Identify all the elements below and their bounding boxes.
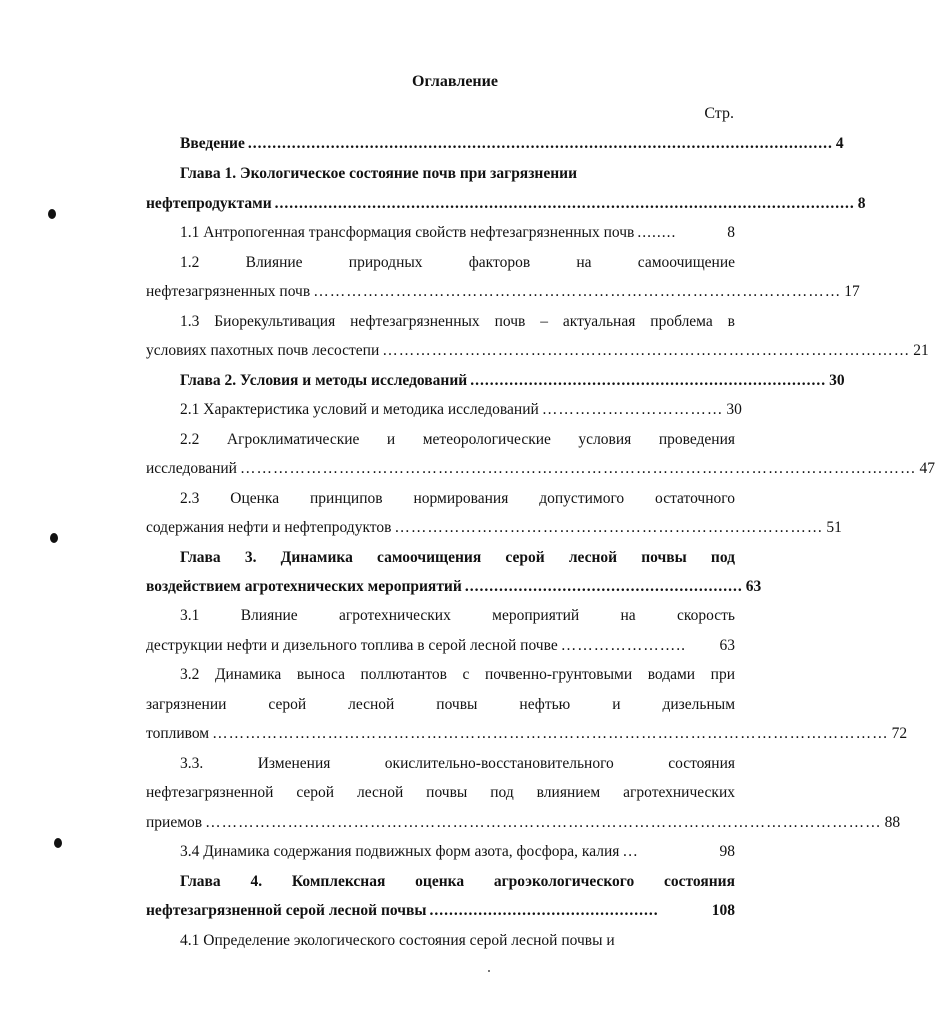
toc-entry-3-2-line1 xyxy=(146,666,735,684)
entry-text: нефтезагрязненных почв xyxy=(146,283,311,300)
entry-page: 51 xyxy=(826,519,842,536)
leader-dots: …………………………………………………………………………………………………………… xyxy=(212,725,889,742)
entry-page: 8 xyxy=(727,224,735,241)
entry-text: воздействием агротехнических мероприятий xyxy=(146,578,462,595)
leader-dots: ......................................................... xyxy=(464,578,743,595)
entry-page: 98 xyxy=(719,843,735,860)
entry-text: содержания нефти и нефтепродуктов xyxy=(146,519,392,536)
leader-dots: …………………………………………………………………………………… xyxy=(313,283,842,300)
toc-entry-1-3-line2 xyxy=(146,342,929,360)
leader-dots: ………………….. xyxy=(560,637,686,654)
toc-entry-chapter-3-line2 xyxy=(146,578,762,596)
entry-text: 1.3 Биорекультивация нефтезагрязненных почв – актуальная проблема в xyxy=(180,313,735,330)
leader-dots: …………………………………………………………………………………… xyxy=(382,342,911,359)
entry-page: 21 xyxy=(913,342,929,359)
toc-entry-1-2-line2 xyxy=(146,283,860,301)
toc-entry-1-1 xyxy=(146,224,735,242)
leader-dots: …………………………………………………………………………………………………………… xyxy=(205,814,882,831)
toc-entry-3-1-line2 xyxy=(146,637,735,655)
toc-entry-3-1-line1 xyxy=(146,607,735,625)
entry-page: 72 xyxy=(891,725,908,742)
entry-page: 4 xyxy=(835,135,844,152)
entry-text: приемов xyxy=(146,814,203,831)
toc-entry-chapter-1-line2 xyxy=(146,195,866,213)
entry-text: 1.2 Влияние природных факторов на самоочищение xyxy=(180,254,735,271)
toc-entry-2-1 xyxy=(146,401,742,419)
entry-text: нефтезагрязненной серой лесной почвы под влиянием агротехнических xyxy=(146,784,735,801)
entry-text: 2.1 Характеристика условий и методика исследований xyxy=(180,401,539,418)
entry-text: 4.1 Определение экологического состояния серой лесной почвы и xyxy=(180,932,615,949)
entry-text: исследований xyxy=(146,460,237,477)
entry-page: 47 xyxy=(919,460,935,477)
leader-dots: ........ xyxy=(637,224,677,241)
leader-dots: ............................................... xyxy=(429,902,659,919)
entry-text: 3.1 Влияние агротехнических мероприятий на скорость xyxy=(180,607,735,624)
entry-text: условиях пахотных почв лесостепи xyxy=(146,342,380,359)
toc-entry-chapter-3-line1 xyxy=(146,549,735,567)
entry-page: 63 xyxy=(719,637,735,654)
toc-entry-introduction xyxy=(146,135,844,153)
toc-entry-chapter-4-line1 xyxy=(146,873,735,891)
entry-text: 3.4 Динамика содержания подвижных форм азота, фосфора, калия xyxy=(180,843,620,860)
leader-dots: … xyxy=(622,843,639,860)
entry-text: Введение xyxy=(180,135,245,152)
entry-text: 2.2 Агроклиматические и метеорологические условия проведения xyxy=(180,431,735,448)
entry-page: 108 xyxy=(711,902,735,919)
punch-hole-mark xyxy=(50,533,58,543)
punch-hole-mark xyxy=(54,838,62,848)
scan-speck xyxy=(488,970,490,972)
entry-text: Глава 4. Комплексная оценка агроэкологического состояния xyxy=(180,873,735,890)
toc-entry-3-3-line2 xyxy=(146,784,735,802)
toc-entry-chapter-1-line1 xyxy=(146,165,735,183)
leader-dots: ......................................................................... xyxy=(470,372,827,389)
entry-page: 30 xyxy=(829,372,845,389)
punch-hole-mark xyxy=(48,209,56,219)
toc-title: Оглавление xyxy=(412,73,498,90)
leader-dots: ........................................................................................................................ xyxy=(247,135,833,152)
toc-entry-2-3-line2 xyxy=(146,519,842,537)
toc-entry-3-3-line1 xyxy=(146,755,735,773)
entry-text: нефтепродуктами xyxy=(146,195,272,212)
entry-page: 63 xyxy=(745,578,762,595)
toc-entry-4-1 xyxy=(146,932,735,950)
entry-page: 17 xyxy=(844,283,860,300)
entry-text: 3.2 Динамика выноса поллютантов с почвенно-грунтовыми водами при xyxy=(180,666,735,683)
entry-page: 88 xyxy=(884,814,901,831)
toc-entry-chapter-4-line2 xyxy=(146,902,735,920)
entry-text: нефтезагрязненной серой лесной почвы xyxy=(146,902,427,919)
page-column-label: Стр. xyxy=(704,105,734,122)
entry-page: 8 xyxy=(857,195,866,212)
entry-text: топливом xyxy=(146,725,210,742)
toc-entry-2-2-line1 xyxy=(146,431,735,449)
entry-text: Глава 2. Условия и методы исследований xyxy=(180,372,468,389)
toc-entry-chapter-2 xyxy=(146,372,845,390)
entry-text: Глава 1. Экологическое состояние почв при загрязнении xyxy=(180,165,578,182)
leader-dots: …………………………… xyxy=(541,401,724,418)
entry-text: деструкции нефти и дизельного топлива в серой лесной почве xyxy=(146,637,558,654)
toc-entry-3-4 xyxy=(146,843,735,861)
toc-entry-2-2-line2 xyxy=(146,460,935,478)
entry-page: 30 xyxy=(726,401,742,418)
toc-entry-3-3-line3 xyxy=(146,814,901,832)
toc-entry-1-2-line1 xyxy=(146,254,735,272)
leader-dots: …………………………………………………………………… xyxy=(394,519,824,536)
leader-dots: ....................................................................................................................... xyxy=(274,195,855,212)
toc-entry-3-2-line2 xyxy=(146,696,735,714)
leader-dots: …………………………………………………………………………………………………………… xyxy=(239,460,917,477)
toc-entry-1-3-line1 xyxy=(146,313,735,331)
entry-text: 3.3. Изменения окислительно-восстановительного состояния xyxy=(180,755,735,772)
entry-text: загрязнении серой лесной почвы нефтью и дизельным xyxy=(146,696,735,713)
entry-text: Глава 3. Динамика самоочищения серой лесной почвы под xyxy=(180,549,735,566)
toc-entry-2-3-line1 xyxy=(146,490,735,508)
entry-text: 1.1 Антропогенная трансформация свойств нефтезагрязненных почв xyxy=(180,224,635,241)
toc-entry-3-2-line3 xyxy=(146,725,908,743)
entry-text: 2.3 Оценка принципов нормирования допустимого остаточного xyxy=(180,490,735,507)
